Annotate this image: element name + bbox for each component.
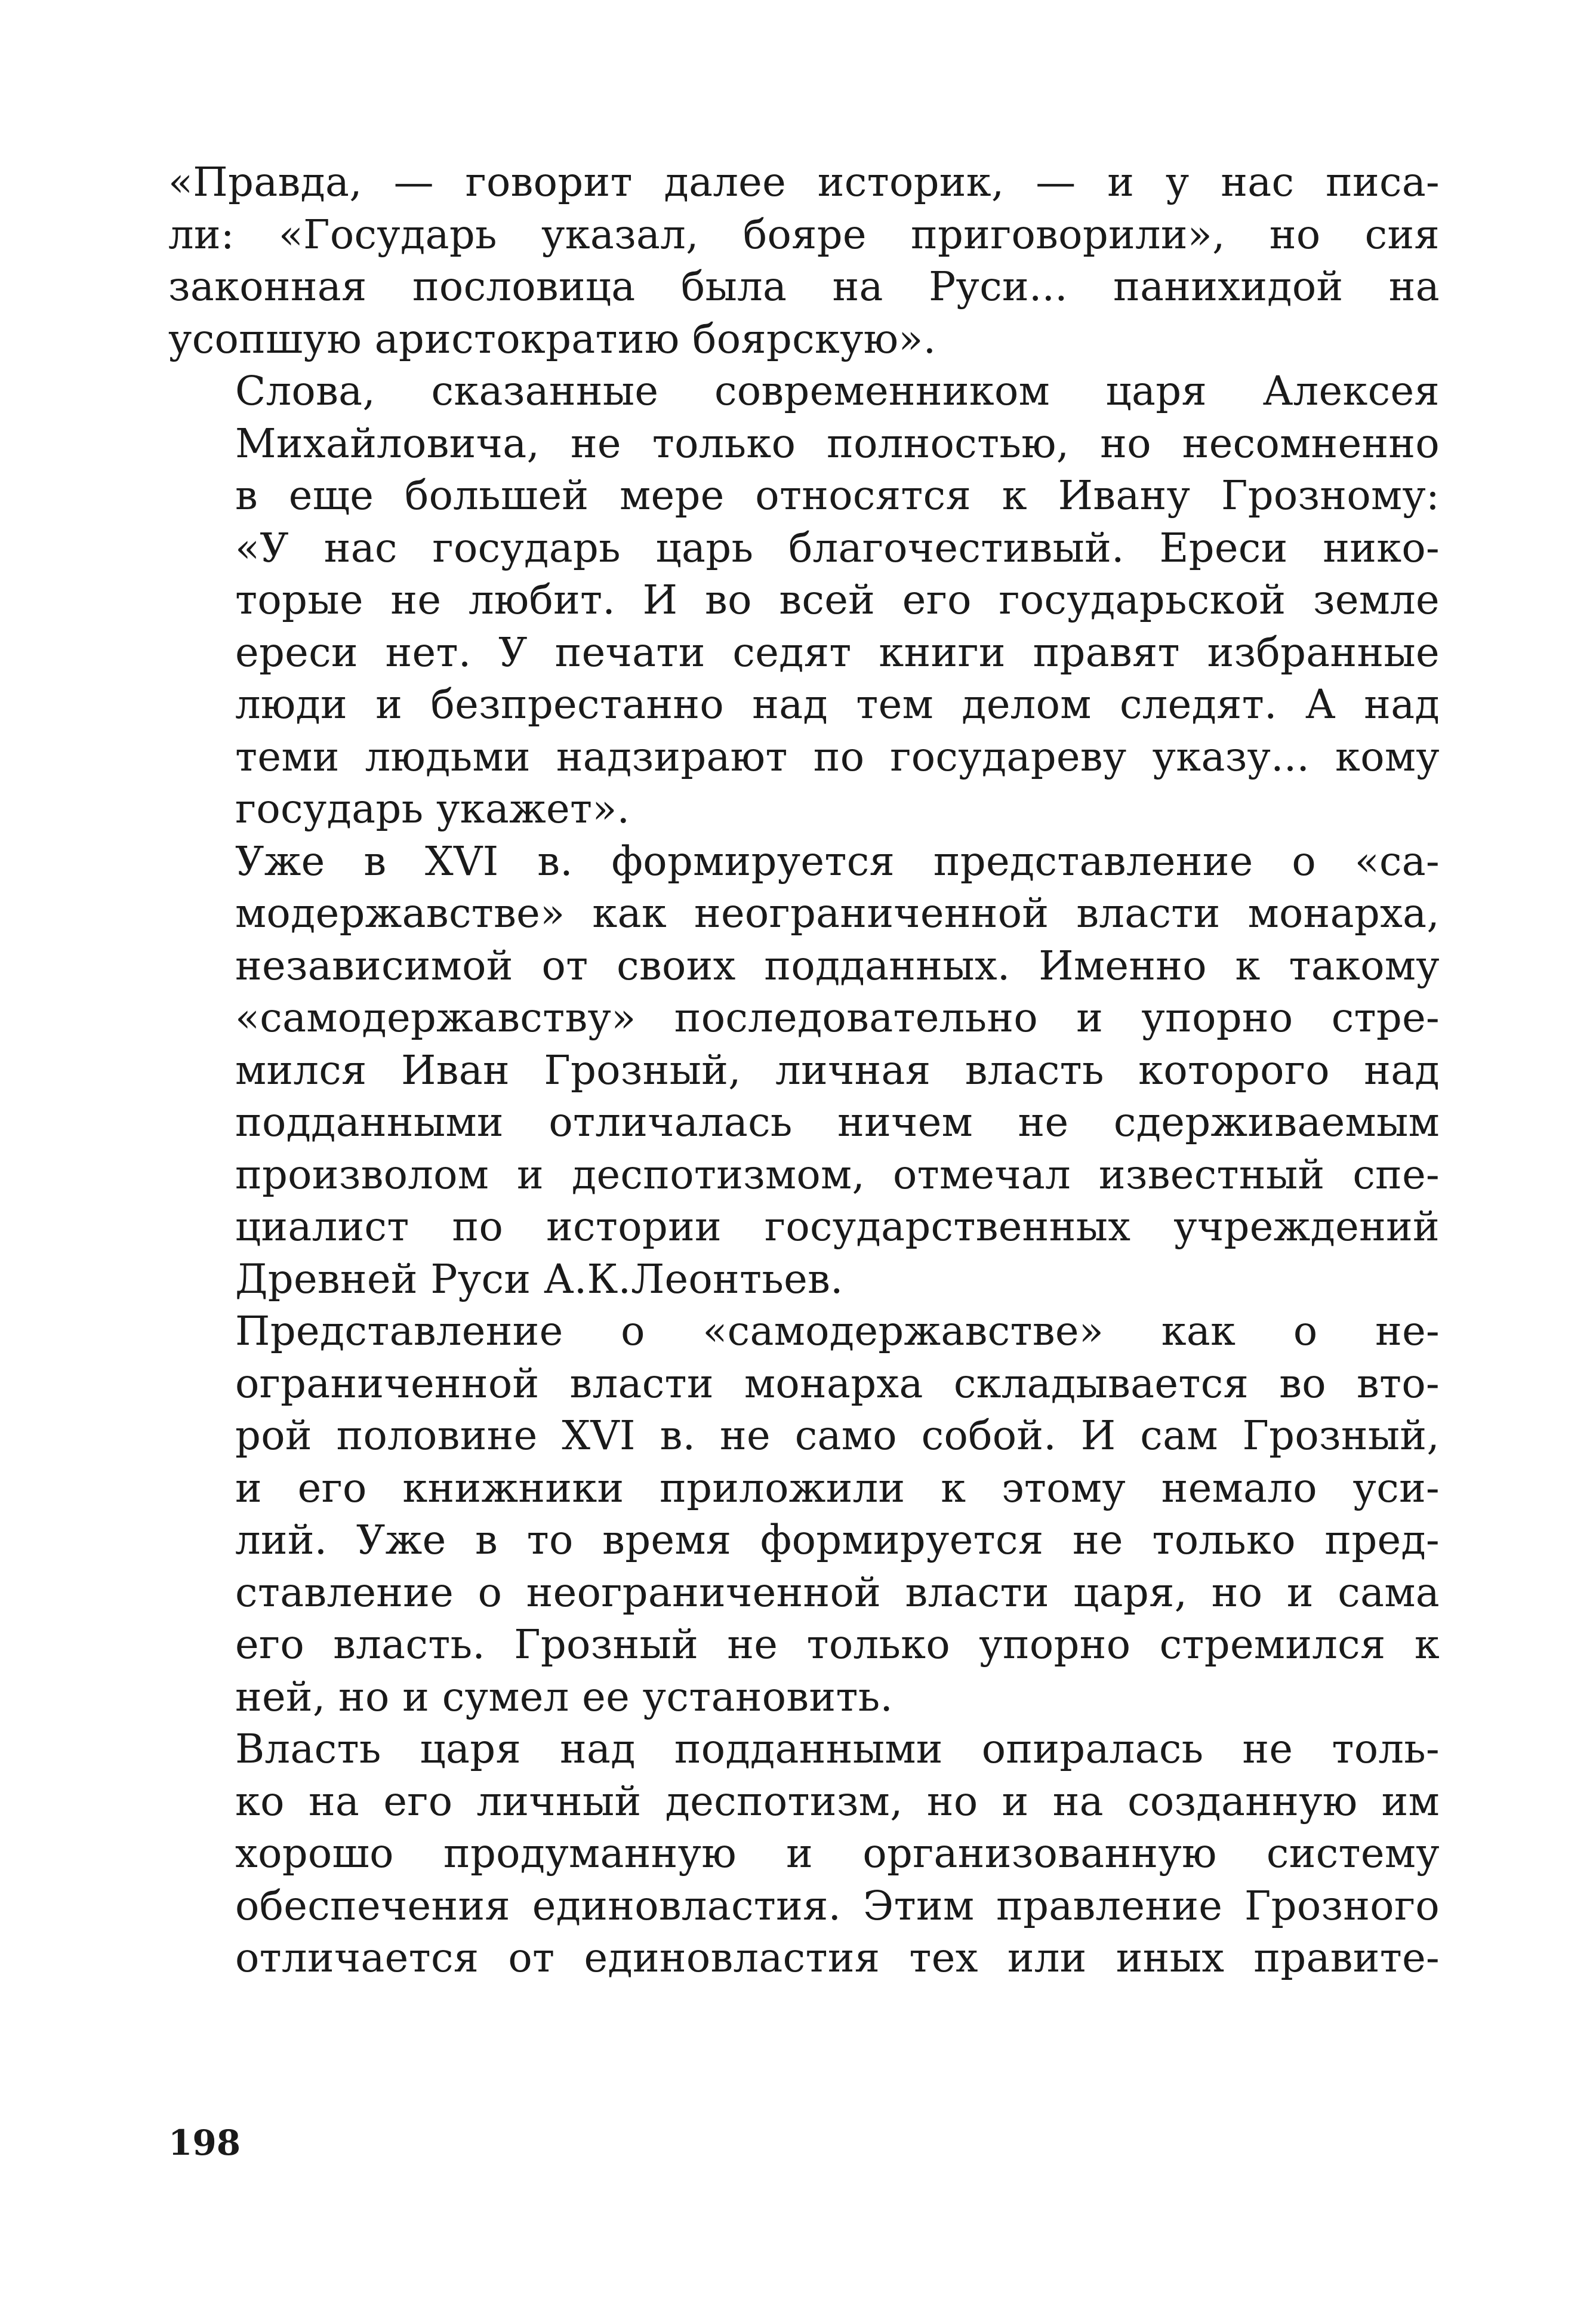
paragraph-3 <box>168 836 1440 1306</box>
text-line: мился Иван Грозный, личная власть которого над <box>235 1046 1440 1093</box>
text-line: лий. Уже в то время формируется не только пред- <box>235 1517 1440 1563</box>
paragraph-1 <box>168 156 1440 365</box>
text-line: законная пословица была на Руси... панихидой на <box>168 263 1440 310</box>
text-line: рой половине XVI в. не само собой. И сам Грозный, <box>235 1412 1440 1459</box>
paragraph-4 <box>168 1305 1440 1723</box>
page-number: 198 <box>168 2123 241 2163</box>
text-line: усопшую аристократию боярскую». <box>168 315 936 362</box>
text-line: подданными отличалась ничем не сдерживаемым <box>235 1099 1440 1145</box>
text-line: ереси нет. У печати седят книги правят избранные <box>235 629 1440 676</box>
text-line: Михайловича, не только полностью, но несомненно <box>235 420 1440 467</box>
text-line: ней, но и сумел ее установить. <box>235 1673 893 1720</box>
text-line: торые не любит. И во всей его государьской земле <box>235 577 1440 623</box>
text-line: в еще большей мере относятся к Ивану Грозному: <box>235 472 1440 519</box>
text-line: Уже в XVI в. формируется представление о «са- <box>235 837 1440 885</box>
text-line: хорошо продуманную и организованную систему <box>235 1830 1440 1877</box>
text-line: ограниченной власти монарха складывается во вто- <box>235 1360 1440 1407</box>
text-line: Власть царя над подданными опиралась не толь- <box>235 1726 1440 1772</box>
text-line: «Правда, — говорит далее историк, — и у нас писа- <box>168 159 1440 205</box>
paragraph-2 <box>168 365 1440 836</box>
text-line: ставление о неограниченной власти царя, но и сама <box>235 1569 1440 1616</box>
body-text <box>168 156 1440 1985</box>
text-line: независимой от своих подданных. Именно к такому <box>235 942 1440 989</box>
text-line: Древней Руси А.К.Леонтьев. <box>235 1255 843 1302</box>
text-line: и его книжники приложили к этому немало уси- <box>235 1464 1440 1511</box>
text-line: «У нас государь царь благочестивый. Ереси нико- <box>235 524 1440 571</box>
text-line: люди и безпрестанно над тем делом следят. А над <box>235 681 1440 728</box>
text-line: Слова, сказанные современником царя Алексея <box>235 368 1440 414</box>
text-line: ко на его личный деспотизм, но и на созданную им <box>235 1778 1440 1825</box>
text-line: Представление о «самодержавстве» как о не- <box>235 1308 1440 1354</box>
text-line: отличается от единовластия тех или иных правите- <box>235 1934 1440 1981</box>
text-line: «самодержавству» последовательно и упорно стре- <box>235 994 1440 1041</box>
paragraph-5 <box>168 1723 1440 1985</box>
text-line: произволом и деспотизмом, отмечал известный спе- <box>235 1151 1440 1198</box>
text-line: модержавстве» как неограниченной власти монарха, <box>235 890 1440 937</box>
text-line: его власть. Грозный не только упорно стремился к <box>235 1621 1440 1668</box>
text-line: циалист по истории государственных учреждений <box>235 1203 1440 1250</box>
text-line: теми людьми надзирают по государеву указу... кому <box>235 733 1440 780</box>
text-line: обеспечения единовластия. Этим правление Грозного <box>235 1882 1440 1929</box>
text-line: ли: «Государь указал, бояре приговорили», но сия <box>168 211 1440 258</box>
text-line: государь укажет». <box>235 785 630 832</box>
